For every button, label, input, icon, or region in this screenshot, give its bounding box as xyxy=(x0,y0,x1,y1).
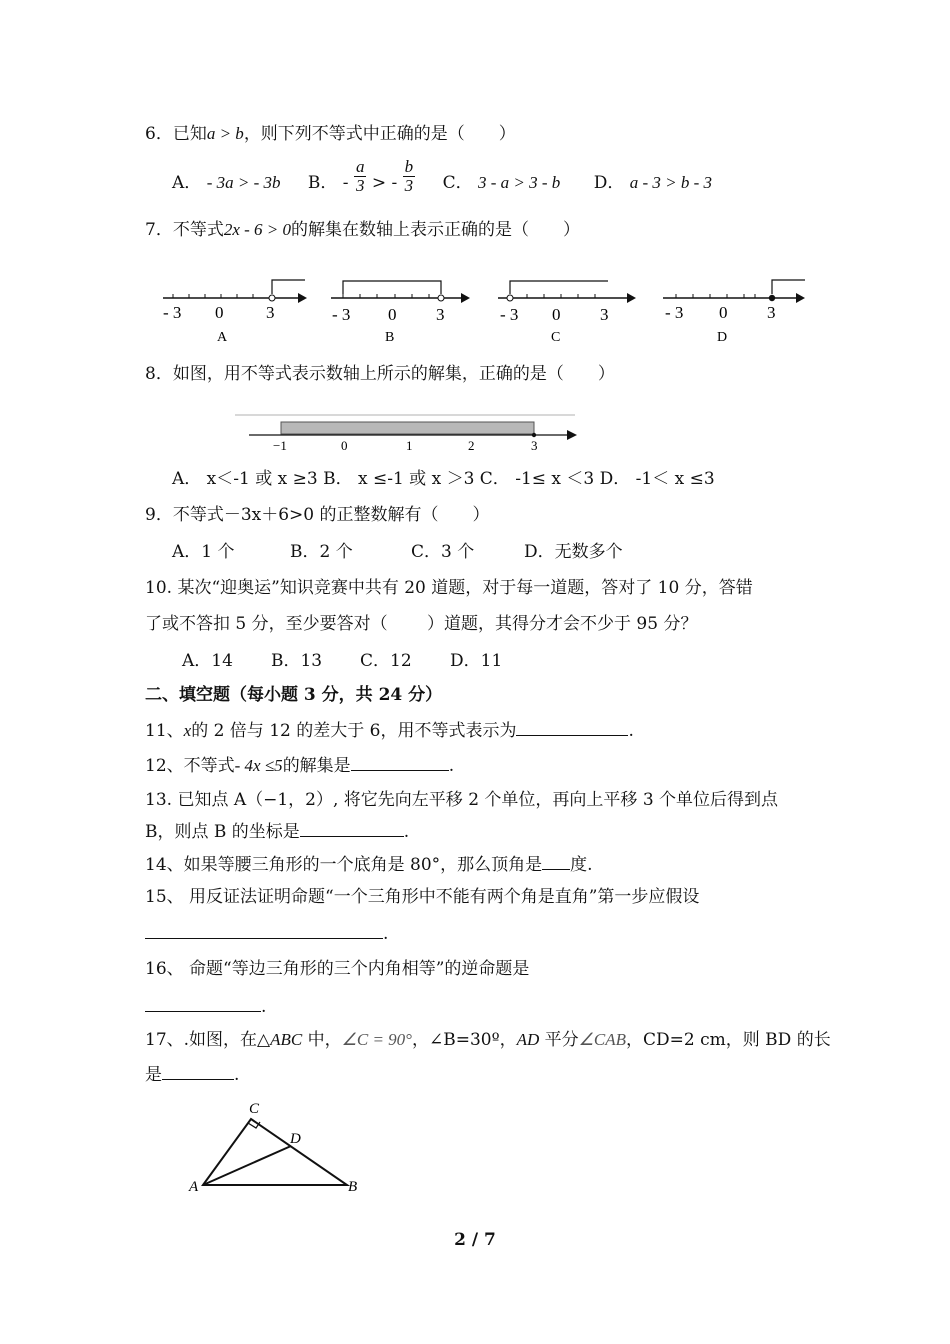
q8-stem: 8．如图，用不等式表示数轴上所示的解集，正确的是（ ） xyxy=(145,364,615,384)
q8-options: A． x＜-1 或 x ≥3 B． x ≤-1 或 x ＞3 C． -1≤ x ＜3 D． -1＜ x ≤3 xyxy=(172,469,715,489)
q6-stem: 6．已知a > b，则下列不等式中正确的是（ ） xyxy=(145,124,516,144)
answer-blank[interactable] xyxy=(542,853,570,870)
number-line-A xyxy=(163,280,307,345)
q13-line2: B，则点 B 的坐标是 . xyxy=(145,822,410,842)
q9-stem: 9．不等式－3x＋6>0 的正整数解有（ ） xyxy=(145,505,490,525)
q13-line1: 13. 已知点 A（−1，2）, 将它先向左平移 2 个单位，再向上平移 3 个单位后得到点 xyxy=(145,790,779,810)
tick: 0 xyxy=(341,438,348,453)
answer-blank[interactable] xyxy=(145,995,261,1012)
tick: 0 xyxy=(388,305,397,324)
tick: 3 xyxy=(531,438,538,453)
tick: 0 xyxy=(215,303,224,322)
tick: 3 xyxy=(767,303,776,322)
label: B xyxy=(385,330,395,345)
vertex-label: B xyxy=(348,1179,358,1195)
tick: 3 xyxy=(436,305,445,324)
q14: 14、如果等腰三角形的一个底角是 80°，那么顶角是 度. xyxy=(145,855,593,875)
q11: 11、x的 2 倍与 12 的差大于 6，用不等式表示为 . xyxy=(145,721,634,741)
tick: - 3 xyxy=(163,303,182,322)
vertex-label: A xyxy=(189,1179,199,1195)
tick: - 3 xyxy=(332,305,351,324)
label: C xyxy=(551,330,561,345)
number-line-C xyxy=(498,281,636,345)
q8-number-line xyxy=(235,410,585,455)
q6-options: A． - 3a > - 3b B． - $\frac{a}{3}$ > - $\frac{b}{3}$ C． 3 - a > 3 - b D． a - 3 > b - 3 xyxy=(172,157,713,195)
q12: 12、不等式- 4x ≤5的解集是 . xyxy=(145,756,455,776)
q15-line1: 15、 用反证法证明命题“一个三角形中不能有两个角是直角”第一步应假设 xyxy=(145,887,700,907)
tick: 0 xyxy=(552,305,561,324)
q7-number-lines xyxy=(155,268,815,348)
vertex-label: C xyxy=(249,1101,260,1117)
q16-line1: 16、 命题“等边三角形的三个内角相等”的逆命题是 xyxy=(145,959,530,979)
answer-blank[interactable] xyxy=(516,719,628,736)
number-line-B xyxy=(331,281,470,345)
tick: 3 xyxy=(600,305,609,324)
section-title: 二、填空题（每小题 3 分，共 24 分） xyxy=(145,685,443,705)
q17-line2: 是 . xyxy=(145,1065,240,1085)
q15-line2: . xyxy=(145,922,388,945)
page-number: 2 / 7 xyxy=(454,1230,496,1250)
tick: −1 xyxy=(273,438,287,453)
vertex-label: D xyxy=(290,1131,301,1147)
answer-blank[interactable] xyxy=(300,820,404,837)
q10-line1: 10. 某次“迎奥运”知识竞赛中共有 20 道题，对于每一道题，答对了 10 分，答错 xyxy=(145,578,753,598)
q10-line2: 了或不答扣 5 分，至少要答对（ ）道题，其得分才会不少于 95 分？ xyxy=(145,614,698,634)
tick: - 3 xyxy=(665,303,684,322)
q16-line2: . xyxy=(145,995,266,1018)
triangle-figure xyxy=(185,1095,375,1205)
number-line-D xyxy=(663,280,805,345)
answer-blank[interactable] xyxy=(145,922,383,939)
label: A xyxy=(217,330,228,345)
tick: 0 xyxy=(719,303,728,322)
answer-blank[interactable] xyxy=(162,1063,234,1080)
q7-stem: 7．不等式2x - 6 > 0的解集在数轴上表示正确的是（ ） xyxy=(145,220,581,240)
tick: 3 xyxy=(266,303,275,322)
q10-options: A．14 B．13 C．12 D．11 xyxy=(182,651,503,671)
tick: 1 xyxy=(406,438,413,453)
tick: - 3 xyxy=(500,305,519,324)
answer-blank[interactable] xyxy=(351,754,449,771)
q9-options: A．1 个 B．2 个 C．3 个 D．无数多个 xyxy=(172,542,623,562)
q17-line1: 17、.如图，在△ABC 中，∠C = 90°，∠B=30º，AD 平分∠CAB，CD=2 cm，则 BD 的长 xyxy=(145,1030,831,1050)
label: D xyxy=(717,330,728,345)
tick: 2 xyxy=(468,438,475,453)
